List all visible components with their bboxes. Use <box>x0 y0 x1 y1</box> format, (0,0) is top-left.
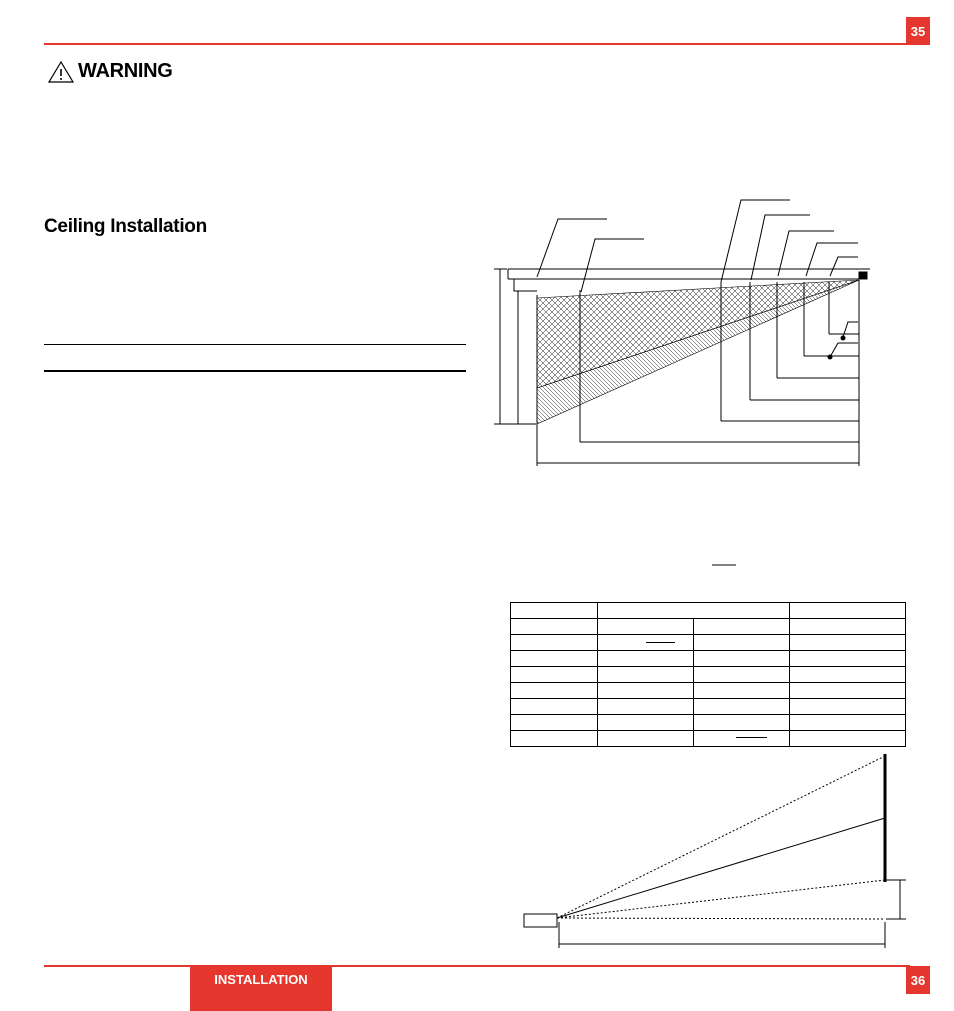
projection-side-diagram <box>524 754 906 948</box>
page-number-top: 35 <box>906 17 930 45</box>
projector-icon <box>524 914 557 927</box>
footer-rule <box>44 965 910 967</box>
spec-table <box>510 602 906 747</box>
ceiling-mount-diagram <box>494 200 870 466</box>
section-title: Ceiling Installation <box>44 216 207 237</box>
section-tab-installation: INSTALLATION <box>190 966 332 1011</box>
warning-label: WARNING <box>78 60 173 82</box>
projector-icon <box>859 272 867 279</box>
page-number-bottom: 36 <box>906 966 930 994</box>
